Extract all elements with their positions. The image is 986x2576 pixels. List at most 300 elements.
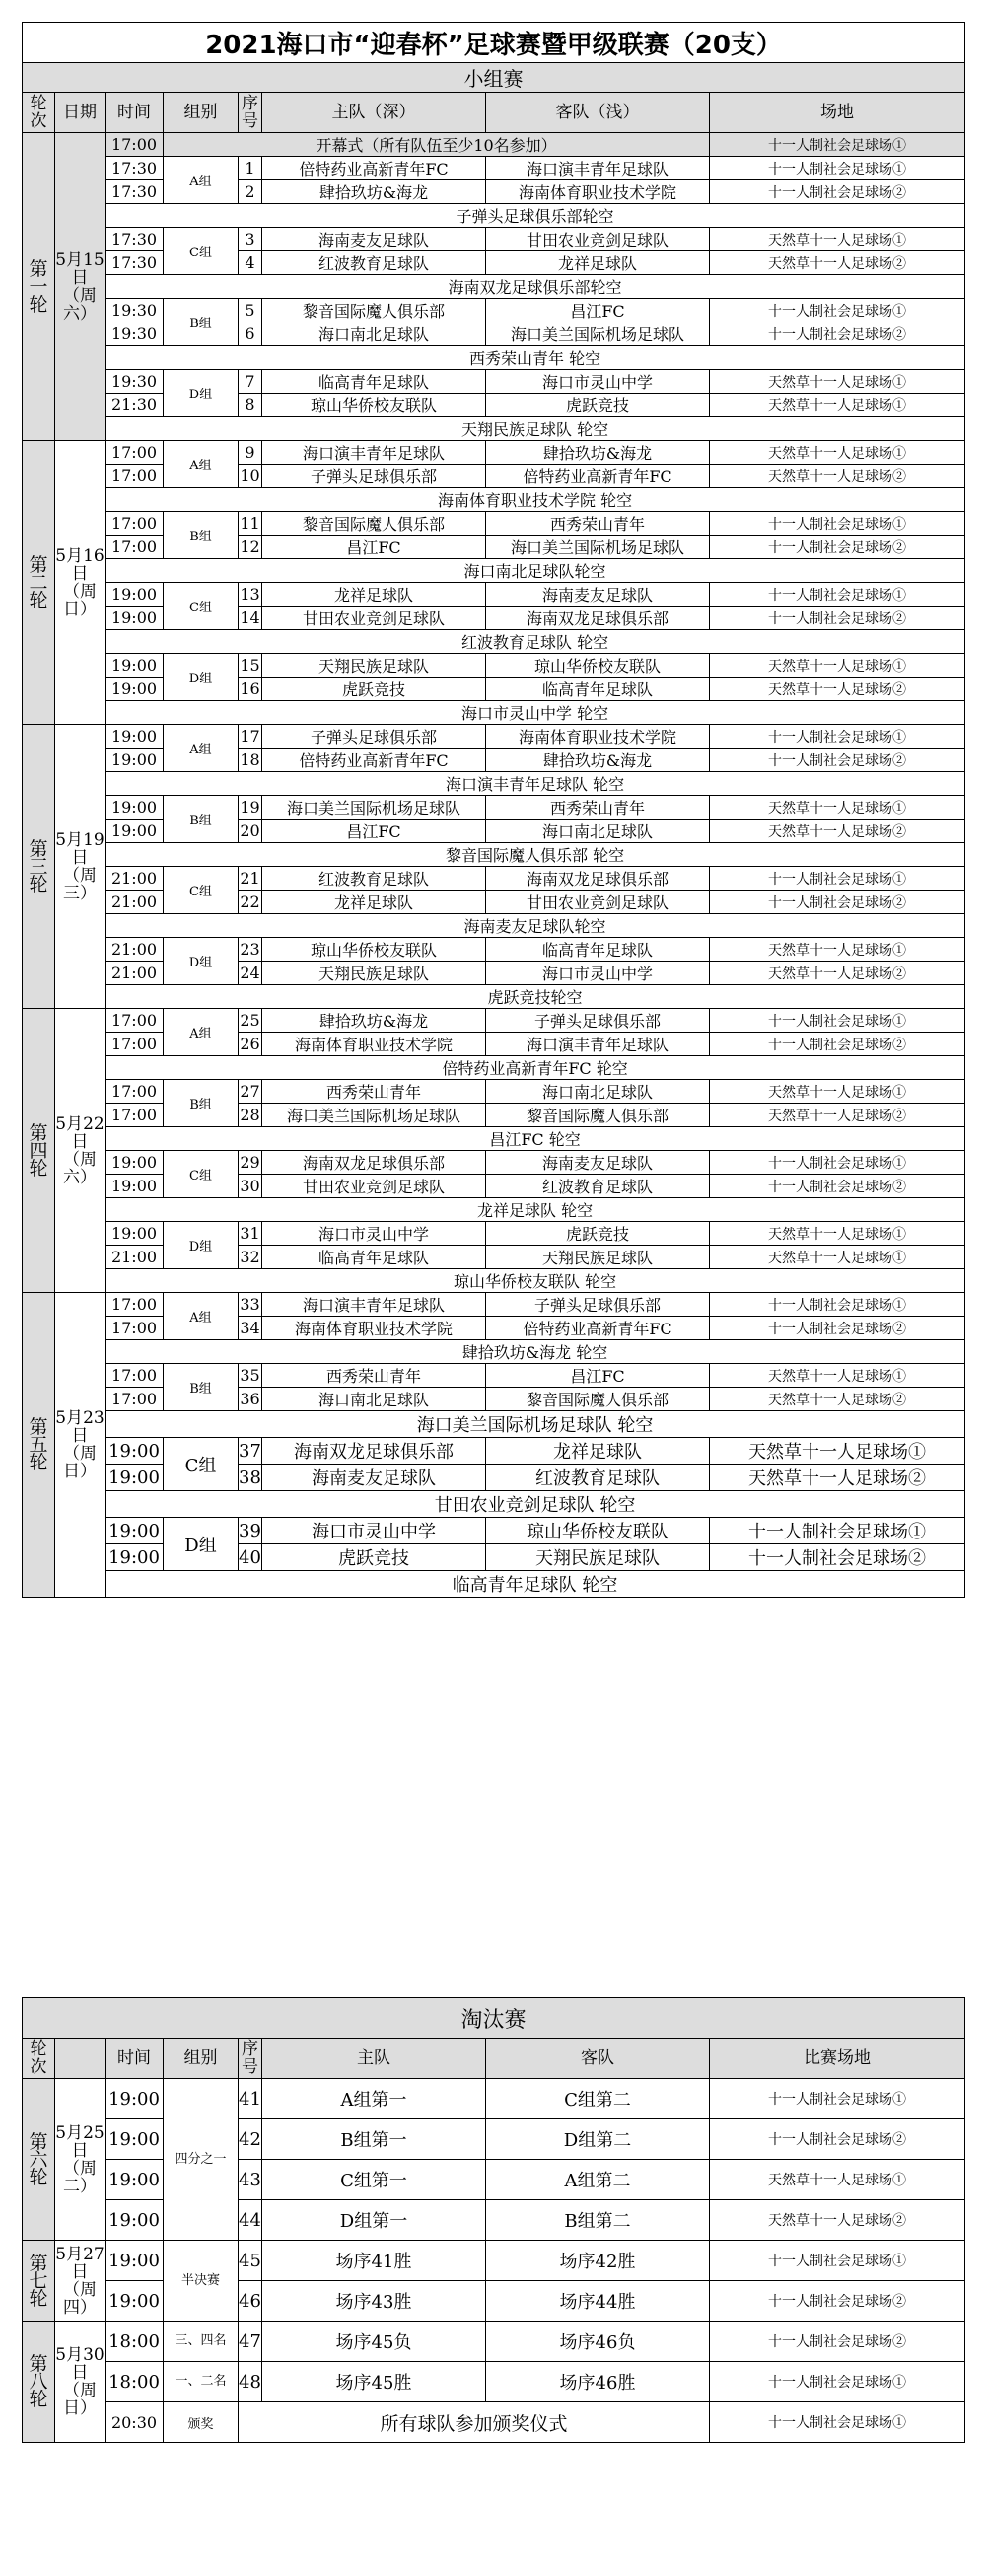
away-team: 琼山华侨校友联队 xyxy=(486,654,710,678)
time-cell: 21:00 xyxy=(106,962,164,985)
stage-label: 三、四名 xyxy=(164,2322,239,2362)
home-team: 海南体育职业技术学院 xyxy=(262,1317,486,1340)
home-team: 倍特药业高新青年FC xyxy=(262,749,486,772)
match-number: 29 xyxy=(239,1151,262,1175)
bye-note: 天翔民族足球队 轮空 xyxy=(106,417,965,441)
match-row xyxy=(23,1080,965,1104)
time-cell: 19:00 xyxy=(106,678,164,701)
away-team: 虎跃竞技 xyxy=(486,394,710,417)
away-team: 海口美兰国际机场足球队 xyxy=(486,322,710,346)
match-row xyxy=(23,1518,965,1544)
home-team: 甘田农业竞剑足球队 xyxy=(262,1175,486,1198)
home-team: 子弹头足球俱乐部 xyxy=(262,465,486,488)
away-team: 天翔民族足球队 xyxy=(486,1246,710,1269)
time-cell: 20:30 xyxy=(106,2402,164,2443)
bye-row xyxy=(23,559,965,583)
match-number: 4 xyxy=(239,251,262,275)
time-cell: 19:00 xyxy=(106,2079,164,2119)
match-number: 27 xyxy=(239,1080,262,1104)
group-label: B组 xyxy=(164,299,239,346)
column-header: 客队 xyxy=(486,2039,710,2079)
bye-note: 临高青年足球队 轮空 xyxy=(106,1571,965,1598)
away-team: 海南体育职业技术学院 xyxy=(486,725,710,749)
column-header: 时间 xyxy=(106,93,164,133)
venue-cell: 天然草十一人足球场① xyxy=(710,938,965,962)
away-team: 海口市灵山中学 xyxy=(486,370,710,394)
home-team: 海南双龙足球俱乐部 xyxy=(262,1151,486,1175)
match-number: 10 xyxy=(239,465,262,488)
venue-cell: 十一人制社会足球场② xyxy=(710,322,965,346)
match-row xyxy=(23,1364,965,1388)
bye-note: 海口南北足球队轮空 xyxy=(106,559,965,583)
group-label: C组 xyxy=(164,228,239,275)
column-header: 序号 xyxy=(239,2039,262,2079)
group-label: D组 xyxy=(164,1222,239,1269)
header-row xyxy=(23,93,965,133)
match-number: 15 xyxy=(239,654,262,678)
time-cell: 19:00 xyxy=(106,1222,164,1246)
bye-note: 昌江FC 轮空 xyxy=(106,1127,965,1151)
time-cell: 17:00 xyxy=(106,133,164,157)
bye-row xyxy=(23,985,965,1009)
match-number: 38 xyxy=(239,1465,262,1491)
time-cell: 19:00 xyxy=(106,2200,164,2241)
venue-cell: 天然草十一人足球场② xyxy=(710,962,965,985)
group-label: B组 xyxy=(164,796,239,843)
home-team: 昌江FC xyxy=(262,536,486,559)
column-header: 序号 xyxy=(239,93,262,133)
column-header: 轮次 xyxy=(23,93,55,133)
bye-row xyxy=(23,914,965,938)
away-team: 倍特药业高新青年FC xyxy=(486,465,710,488)
match-number: 30 xyxy=(239,1175,262,1198)
section-row xyxy=(23,1998,965,2039)
away-team: 海南双龙足球俱乐部 xyxy=(486,607,710,630)
away-team: 甘田农业竞剑足球队 xyxy=(486,891,710,914)
stage-label: 半决赛 xyxy=(164,2241,239,2322)
away-team: 红波教育足球队 xyxy=(486,1175,710,1198)
column-header: 场地 xyxy=(710,93,965,133)
match-row xyxy=(23,1293,965,1317)
match-number: 31 xyxy=(239,1222,262,1246)
time-cell: 17:00 xyxy=(106,1293,164,1317)
away-team: D组第二 xyxy=(486,2119,710,2160)
home-team: 天翔民族足球队 xyxy=(262,654,486,678)
home-team: 西秀荣山青年 xyxy=(262,1080,486,1104)
match-number: 7 xyxy=(239,370,262,394)
stage-label: 颁奖 xyxy=(164,2402,239,2443)
date-label: 5月25日（周二） xyxy=(55,2079,106,2241)
column-header: 日期 xyxy=(55,93,106,133)
away-team: 肆拾玖坊&海龙 xyxy=(486,441,710,465)
match-row xyxy=(23,654,965,678)
time-cell: 21:30 xyxy=(106,394,164,417)
away-team: 海口南北足球队 xyxy=(486,820,710,843)
venue-cell: 十一人制社会足球场① xyxy=(710,583,965,607)
time-cell: 19:00 xyxy=(106,1151,164,1175)
venue-cell: 天然草十一人足球场① xyxy=(710,228,965,251)
time-cell: 19:00 xyxy=(106,2119,164,2160)
bye-note: 虎跃竞技轮空 xyxy=(106,985,965,1009)
venue-cell: 十一人制社会足球场② xyxy=(710,536,965,559)
ceremony-row xyxy=(23,2402,965,2443)
time-cell: 17:00 xyxy=(106,1364,164,1388)
match-number: 21 xyxy=(239,867,262,891)
away-team: 海口市灵山中学 xyxy=(486,962,710,985)
match-number: 45 xyxy=(239,2241,262,2281)
group-label: D组 xyxy=(164,654,239,701)
bye-row xyxy=(23,417,965,441)
venue-cell: 十一人制社会足球场② xyxy=(710,1544,965,1571)
away-team: 海口演丰青年足球队 xyxy=(486,157,710,180)
away-team: B组第二 xyxy=(486,2200,710,2241)
time-cell: 17:00 xyxy=(106,536,164,559)
time-cell: 19:00 xyxy=(106,2160,164,2200)
time-cell: 17:00 xyxy=(106,1388,164,1411)
bye-row xyxy=(23,1411,965,1438)
venue-cell: 十一人制社会足球场② xyxy=(710,1033,965,1056)
match-row xyxy=(23,370,965,394)
home-team: 海南麦友足球队 xyxy=(262,228,486,251)
match-number: 23 xyxy=(239,938,262,962)
match-row xyxy=(23,725,965,749)
date-label: 5月23日（周日） xyxy=(55,1293,106,1598)
group-label: B组 xyxy=(164,1080,239,1127)
knockout-table xyxy=(22,1997,965,2443)
home-team: 甘田农业竞剑足球队 xyxy=(262,607,486,630)
group-label: A组 xyxy=(164,441,239,488)
opening-row xyxy=(23,133,965,157)
home-team: 场序43胜 xyxy=(262,2281,486,2322)
match-number: 24 xyxy=(239,962,262,985)
away-team: 海南麦友足球队 xyxy=(486,583,710,607)
venue-cell: 天然草十一人足球场② xyxy=(710,1104,965,1127)
bye-row xyxy=(23,843,965,867)
match-number: 46 xyxy=(239,2281,262,2322)
time-cell: 17:30 xyxy=(106,251,164,275)
venue-cell: 天然草十一人足球场① xyxy=(710,654,965,678)
match-number: 40 xyxy=(239,1544,262,1571)
stage-label: 四分之一 xyxy=(164,2079,239,2241)
away-team: 龙祥足球队 xyxy=(486,251,710,275)
match-number: 20 xyxy=(239,820,262,843)
venue-cell: 十一人制社会足球场① xyxy=(710,725,965,749)
match-number: 28 xyxy=(239,1104,262,1127)
match-number: 48 xyxy=(239,2362,262,2402)
time-cell: 19:00 xyxy=(106,725,164,749)
away-team: 天翔民族足球队 xyxy=(486,1544,710,1571)
date-label: 5月16日（周日） xyxy=(55,441,106,725)
match-row xyxy=(23,1009,965,1033)
away-team: 场序44胜 xyxy=(486,2281,710,2322)
home-team: 黎音国际魔人俱乐部 xyxy=(262,299,486,322)
bye-note: 龙祥足球队 轮空 xyxy=(106,1198,965,1222)
match-number: 37 xyxy=(239,1438,262,1465)
bye-note: 海南体育职业技术学院 轮空 xyxy=(106,488,965,512)
venue-cell: 十一人制社会足球场① xyxy=(710,2362,965,2402)
away-team: 临高青年足球队 xyxy=(486,678,710,701)
match-row xyxy=(23,1438,965,1465)
bye-row xyxy=(23,275,965,299)
column-header: 时间 xyxy=(106,2039,164,2079)
home-team: 昌江FC xyxy=(262,820,486,843)
match-row xyxy=(23,938,965,962)
match-number: 44 xyxy=(239,2200,262,2241)
bye-row xyxy=(23,772,965,796)
time-cell: 19:00 xyxy=(106,2281,164,2322)
home-team: 海口演丰青年足球队 xyxy=(262,1293,486,1317)
away-team: 昌江FC xyxy=(486,299,710,322)
time-cell: 17:00 xyxy=(106,465,164,488)
home-team: 红波教育足球队 xyxy=(262,251,486,275)
match-row xyxy=(23,2362,965,2402)
match-number: 12 xyxy=(239,536,262,559)
venue-cell: 天然草十一人足球场② xyxy=(710,820,965,843)
venue-cell: 十一人制社会足球场① xyxy=(710,299,965,322)
home-team: 西秀荣山青年 xyxy=(262,1364,486,1388)
time-cell: 19:00 xyxy=(106,1544,164,1571)
time-cell: 17:00 xyxy=(106,1317,164,1340)
time-cell: 18:00 xyxy=(106,2322,164,2362)
time-cell: 19:00 xyxy=(106,796,164,820)
away-team: 肆拾玖坊&海龙 xyxy=(486,749,710,772)
bye-note: 红波教育足球队 轮空 xyxy=(106,630,965,654)
bye-note: 甘田农业竞剑足球队 轮空 xyxy=(106,1491,965,1518)
venue-cell: 天然草十一人足球场② xyxy=(710,465,965,488)
time-cell: 19:00 xyxy=(106,1438,164,1465)
time-cell: 17:30 xyxy=(106,157,164,180)
group-label: D组 xyxy=(164,370,239,417)
match-number: 14 xyxy=(239,607,262,630)
time-cell: 21:00 xyxy=(106,891,164,914)
home-team: 肆拾玖坊&海龙 xyxy=(262,180,486,204)
column-header: 组别 xyxy=(164,2039,239,2079)
time-cell: 17:00 xyxy=(106,1009,164,1033)
home-team: C组第一 xyxy=(262,2160,486,2200)
round-label: 第二轮 xyxy=(23,441,55,725)
header-row xyxy=(23,2039,965,2079)
home-team: 场序45负 xyxy=(262,2322,486,2362)
time-cell: 17:00 xyxy=(106,1033,164,1056)
home-team: 肆拾玖坊&海龙 xyxy=(262,1009,486,1033)
venue-cell: 十一人制社会足球场① xyxy=(710,157,965,180)
match-number: 36 xyxy=(239,1388,262,1411)
away-team: 黎音国际魔人俱乐部 xyxy=(486,1104,710,1127)
match-number: 42 xyxy=(239,2119,262,2160)
match-row xyxy=(23,441,965,465)
venue-cell: 天然草十一人足球场① xyxy=(710,1080,965,1104)
home-team: 海南麦友足球队 xyxy=(262,1465,486,1491)
away-team: 海口演丰青年足球队 xyxy=(486,1033,710,1056)
round-label: 第三轮 xyxy=(23,725,55,1009)
match-row xyxy=(23,157,965,180)
bye-note: 西秀荣山青年 轮空 xyxy=(106,346,965,370)
home-team: D组第一 xyxy=(262,2200,486,2241)
venue-cell: 天然草十一人足球场① xyxy=(710,2160,965,2200)
match-row xyxy=(23,796,965,820)
venue-cell: 十一人制社会足球场② xyxy=(710,180,965,204)
match-number: 9 xyxy=(239,441,262,465)
column-header xyxy=(55,2039,106,2079)
away-team: 海南麦友足球队 xyxy=(486,1151,710,1175)
bye-row xyxy=(23,346,965,370)
venue-cell: 十一人制社会足球场① xyxy=(710,1151,965,1175)
away-team: A组第二 xyxy=(486,2160,710,2200)
home-team: 龙祥足球队 xyxy=(262,583,486,607)
away-team: 倍特药业高新青年FC xyxy=(486,1317,710,1340)
stage-label: 一、二名 xyxy=(164,2362,239,2402)
round-label: 第五轮 xyxy=(23,1293,55,1598)
bye-row xyxy=(23,1269,965,1293)
home-team: A组第一 xyxy=(262,2079,486,2119)
bye-row xyxy=(23,204,965,228)
ceremony-note: 所有球队参加颁奖仪式 xyxy=(239,2402,710,2443)
home-team: 琼山华侨校友联队 xyxy=(262,938,486,962)
match-row xyxy=(23,867,965,891)
match-number: 6 xyxy=(239,322,262,346)
home-team: 倍特药业高新青年FC xyxy=(262,157,486,180)
away-team: 龙祥足球队 xyxy=(486,1438,710,1465)
match-number: 41 xyxy=(239,2079,262,2119)
venue-cell: 天然草十一人足球场② xyxy=(710,251,965,275)
venue-cell: 十一人制社会足球场① xyxy=(710,1293,965,1317)
group-label: D组 xyxy=(164,938,239,985)
away-team: 海南体育职业技术学院 xyxy=(486,180,710,204)
home-team: 海口市灵山中学 xyxy=(262,1518,486,1544)
venue-cell: 十一人制社会足球场② xyxy=(710,607,965,630)
venue-cell: 十一人制社会足球场① xyxy=(710,1518,965,1544)
away-team: 子弹头足球俱乐部 xyxy=(486,1009,710,1033)
time-cell: 19:00 xyxy=(106,1518,164,1544)
bye-note: 海口演丰青年足球队 轮空 xyxy=(106,772,965,796)
bye-note: 黎音国际魔人俱乐部 轮空 xyxy=(106,843,965,867)
away-team: 昌江FC xyxy=(486,1364,710,1388)
match-number: 22 xyxy=(239,891,262,914)
away-team: 甘田农业竞剑足球队 xyxy=(486,228,710,251)
column-header: 组别 xyxy=(164,93,239,133)
match-row xyxy=(23,2241,965,2281)
group-label: A组 xyxy=(164,1293,239,1340)
bye-row xyxy=(23,1491,965,1518)
section-title: 淘汰赛 xyxy=(23,1998,965,2039)
bye-note: 海口美兰国际机场足球队 轮空 xyxy=(106,1411,965,1438)
away-team: 场序46胜 xyxy=(486,2362,710,2402)
away-team: 场序46负 xyxy=(486,2322,710,2362)
home-team: 临高青年足球队 xyxy=(262,1246,486,1269)
match-number: 25 xyxy=(239,1009,262,1033)
time-cell: 19:00 xyxy=(106,654,164,678)
venue-cell: 天然草十一人足球场① xyxy=(710,1438,965,1465)
venue-cell: 天然草十一人足球场① xyxy=(710,1222,965,1246)
date-label: 5月15日（周六） xyxy=(55,133,106,441)
bye-note: 海南麦友足球队轮空 xyxy=(106,914,965,938)
column-header: 客队（浅） xyxy=(486,93,710,133)
bye-note: 肆拾玖坊&海龙 轮空 xyxy=(106,1340,965,1364)
match-row xyxy=(23,1151,965,1175)
time-cell: 19:00 xyxy=(106,820,164,843)
venue-cell: 十一人制社会足球场① xyxy=(710,2402,965,2443)
venue-cell: 天然草十一人足球场① xyxy=(710,441,965,465)
match-row xyxy=(23,299,965,322)
venue-cell: 天然草十一人足球场② xyxy=(710,2200,965,2241)
home-team: 海口美兰国际机场足球队 xyxy=(262,1104,486,1127)
venue-cell: 十一人制社会足球场② xyxy=(710,891,965,914)
away-team: 海口南北足球队 xyxy=(486,1080,710,1104)
time-cell: 19:30 xyxy=(106,299,164,322)
home-team: 海口演丰青年足球队 xyxy=(262,441,486,465)
title-row xyxy=(23,23,965,63)
group-label: C组 xyxy=(164,1438,239,1491)
time-cell: 17:00 xyxy=(106,1104,164,1127)
match-number: 39 xyxy=(239,1518,262,1544)
opening-ceremony: 开幕式（所有队伍至少10名参加） xyxy=(164,133,710,157)
venue-cell: 天然草十一人足球场② xyxy=(710,678,965,701)
date-label: 5月27日（周四） xyxy=(55,2241,106,2322)
venue-cell: 十一人制社会足球场② xyxy=(710,2281,965,2322)
match-row xyxy=(23,228,965,251)
column-header: 主队（深） xyxy=(262,93,486,133)
venue-cell: 十一人制社会足球场① xyxy=(710,133,965,157)
date-label: 5月22日（周六） xyxy=(55,1009,106,1293)
match-number: 18 xyxy=(239,749,262,772)
time-cell: 17:00 xyxy=(106,512,164,536)
bye-row xyxy=(23,1198,965,1222)
venue-cell: 十一人制社会足球场② xyxy=(710,749,965,772)
time-cell: 17:30 xyxy=(106,180,164,204)
group-label: A组 xyxy=(164,1009,239,1056)
bye-row xyxy=(23,701,965,725)
home-team: 虎跃竞技 xyxy=(262,678,486,701)
bye-note: 海口市灵山中学 轮空 xyxy=(106,701,965,725)
away-team: 海口美兰国际机场足球队 xyxy=(486,536,710,559)
venue-cell: 十一人制社会足球场② xyxy=(710,2322,965,2362)
round-label: 第七轮 xyxy=(23,2241,55,2322)
home-team: 临高青年足球队 xyxy=(262,370,486,394)
time-cell: 19:00 xyxy=(106,1175,164,1198)
home-team: 场序41胜 xyxy=(262,2241,486,2281)
away-team: C组第二 xyxy=(486,2079,710,2119)
home-team: 海口美兰国际机场足球队 xyxy=(262,796,486,820)
time-cell: 19:30 xyxy=(106,322,164,346)
venue-cell: 十一人制社会足球场① xyxy=(710,1009,965,1033)
time-cell: 19:30 xyxy=(106,370,164,394)
venue-cell: 十一人制社会足球场① xyxy=(710,2079,965,2119)
venue-cell: 天然草十一人足球场② xyxy=(710,1465,965,1491)
home-team: B组第一 xyxy=(262,2119,486,2160)
round-label: 第六轮 xyxy=(23,2079,55,2241)
match-number: 47 xyxy=(239,2322,262,2362)
bye-note: 子弹头足球俱乐部轮空 xyxy=(106,204,965,228)
time-cell: 21:00 xyxy=(106,867,164,891)
venue-cell: 十一人制社会足球场① xyxy=(710,512,965,536)
bye-row xyxy=(23,630,965,654)
group-label: C组 xyxy=(164,1151,239,1198)
venue-cell: 天然草十一人足球场① xyxy=(710,796,965,820)
round-label: 第八轮 xyxy=(23,2322,55,2443)
time-cell: 21:00 xyxy=(106,1246,164,1269)
home-team: 海南体育职业技术学院 xyxy=(262,1033,486,1056)
match-number: 33 xyxy=(239,1293,262,1317)
home-team: 黎音国际魔人俱乐部 xyxy=(262,512,486,536)
bye-row xyxy=(23,1571,965,1598)
venue-cell: 天然草十一人足球场② xyxy=(710,1388,965,1411)
bye-row xyxy=(23,1340,965,1364)
away-team: 黎音国际魔人俱乐部 xyxy=(486,1388,710,1411)
time-cell: 19:00 xyxy=(106,749,164,772)
match-row xyxy=(23,1222,965,1246)
away-team: 临高青年足球队 xyxy=(486,938,710,962)
home-team: 子弹头足球俱乐部 xyxy=(262,725,486,749)
